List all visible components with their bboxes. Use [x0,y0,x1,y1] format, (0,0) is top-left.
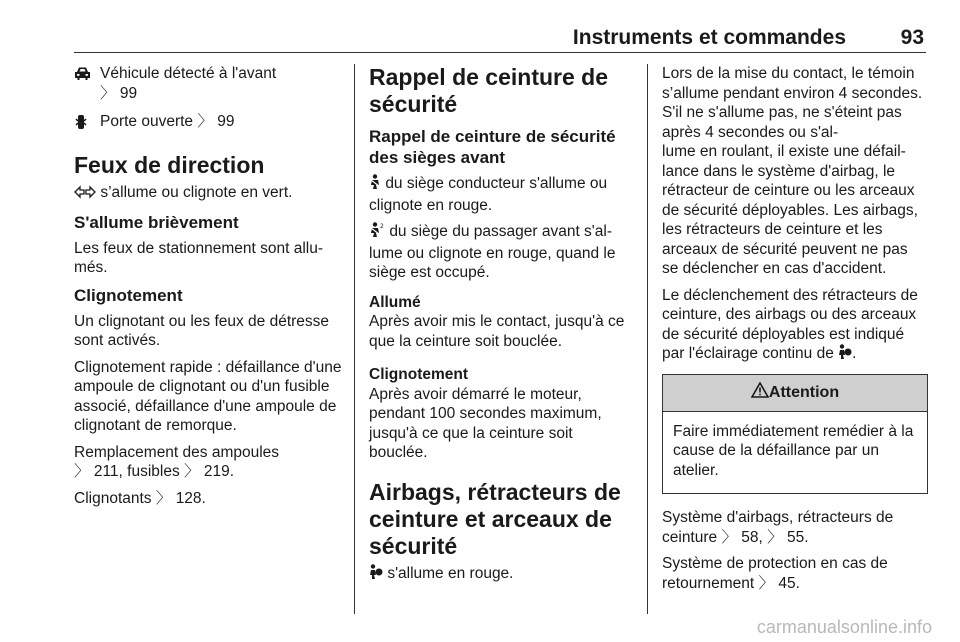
vehicle-detected-text: Véhicule détecté à l'avant [100,65,277,82]
attention-text: Faire immédiatement remédier à la cause de la défaillance par un atelier. [673,422,914,479]
airbag-heading: Airbags, rétracteurs de ceinture et arceaux de sécurité [369,478,621,559]
column-left [74,64,344,515]
lit-briefly-text: Les feux de stationnement sont allu- més. [74,239,324,276]
driver-seatbelt-text: du siège conducteur s'allume ou clignote en rouge. [369,175,608,214]
page-reference-link[interactable]: 99 [217,113,235,130]
arrow-ref-icon: 〉 [758,574,775,592]
attention-header [663,375,927,412]
airbag-warning-icon [369,564,383,586]
arrow-ref-icon: 〉 [74,463,90,480]
door-open-entry [74,112,344,135]
flash-heading: Clignotement [369,366,469,383]
turn-signals-ref-label: Clignotants [74,489,152,507]
door-open-icon [74,112,100,135]
column-divider [354,64,355,614]
svg-text:2: 2 [380,223,384,230]
airbag-text: s'allume en rouge. [387,564,514,582]
page-reference-link[interactable]: 55. [787,528,809,546]
arrow-ref-icon: 〉 [767,528,783,546]
flashing-text: Un clignotant ou les feux de détresse sont activés. [74,312,330,349]
airbag-warning-icon [838,344,852,366]
page-reference-link[interactable]: 211, fusibles [93,463,180,480]
arrow-ref-icon: 〉 [721,528,737,546]
airbag-info-text: Lors de la mise du contact, le témoin s’allume pendant environ 4 secondes. S'il ne s'allume pas, ne s'éteint pas après 4 secondes ou s'al- lume en roulant, il existe une défail- lance dans le système d'airbag, le rétracteur de ceinture ou les arceaux de sécurité déployables. Les airbags, les rétracteurs de ceinture et les arceaux de sécurité peuvent ne pas se déclencher en cas d'accident. [662,65,923,277]
attention-box [662,374,928,495]
arrow-ref-icon: 〉 [184,463,200,480]
flash-text: Après avoir démarré le moteur, pendant 100 secondes maximum, jusqu'à ce que la ceinture soit bouclée. [369,385,602,461]
door-open-text: Porte ouverte [100,113,194,130]
column-middle [369,64,634,592]
turn-signals-heading: Feux de direction [74,152,265,178]
column-divider [647,64,648,614]
on-heading: Allumé [369,293,421,311]
watermark: carmanualsonline.info [756,617,932,637]
on-text: Après avoir mis le contact, jusqu'à ce que la ceinture soit bouclée. [369,313,625,350]
page-number: 93 [900,26,924,49]
deployment-text: Le déclenchement des rétracteurs de ceinture, des airbags ou des arceaux de sécurité déployables est indiqué par l'éclairage continu de [662,286,918,362]
page-reference-link[interactable]: 219. [203,463,235,480]
arrow-ref-icon: 〉 [155,489,172,507]
page-reference-link[interactable]: 99 [119,84,138,102]
passenger-seatbelt-text: du siège du passager avant s'al- lume ou clignote en rouge, quand le siège est occupé. [369,223,616,281]
car-front-icon [74,64,100,86]
lit-briefly-heading: S'allume brièvement [74,212,239,232]
turn-signals-text: s’allume ou clignote en vert. [100,184,293,201]
column-right: Lors de la mise du contact, le témoin s’allume pendant environ 4 secondes. S'il ne s'allume pas, ne s'éteint pas après 4 secondes ou s'al- lume en roulant, il existe une défail- lance dans le système d'airbag, le rétracteur de ceinture ou les arceaux de sécurité déployables. Les airbags, les rétracteurs de ceinture et les arceaux de sécurité peuvent ne pas se déclencher en cas d'accident. Le déclenchement des rétracteurs de ceinture, des airbags ou des arceaux de sécurité déployables est indiqué par l'éclairage continu de . Attention Faire immédiatement remédier à la cause de la défaillance par un atelier. Système d'airbags, rétracteurs de ceinture 〉 58, 〉 55. Système de protection en cas de retournement 〉 45. [662,64,928,600]
front-seats-heading: Rappel de ceinture de sécurité des sièges avant [369,127,616,167]
attention-title: Attention [768,383,840,401]
flashing-heading: Clignotement [74,285,183,305]
bulb-replacement-text: Remplacement des ampoules [74,443,280,461]
seatbelt-reminder-heading: Rappel de ceinture de sécurité [369,64,609,117]
page-reference-link[interactable]: 128. [175,489,206,507]
page-header [74,0,926,53]
airbag-system-label: Système d'airbags, rétracteurs de ceinture [662,509,894,546]
page-title: Instruments et commandes [572,26,846,49]
arrow-ref-icon: 〉 [197,113,213,130]
page-reference-link[interactable]: 58, [741,528,763,546]
arrow-ref-icon: 〉 [100,84,116,102]
vehicle-detected-entry [74,64,344,103]
flashing-rapid-text: Clignotement rapide : défaillance d'une ampoule de clignotant ou d'un fusible associé, défaillance d'une ampoule de clignotant de remorque. [74,358,342,434]
turn-arrows-icon [74,185,96,205]
page-reference-link[interactable]: 45. [778,574,800,592]
seatbelt-driver-icon [369,174,381,196]
warning-triangle-icon [751,382,769,403]
seatbelt-passenger-icon [369,222,385,244]
rollover-label: Système de protection en cas de retournement [662,555,888,592]
